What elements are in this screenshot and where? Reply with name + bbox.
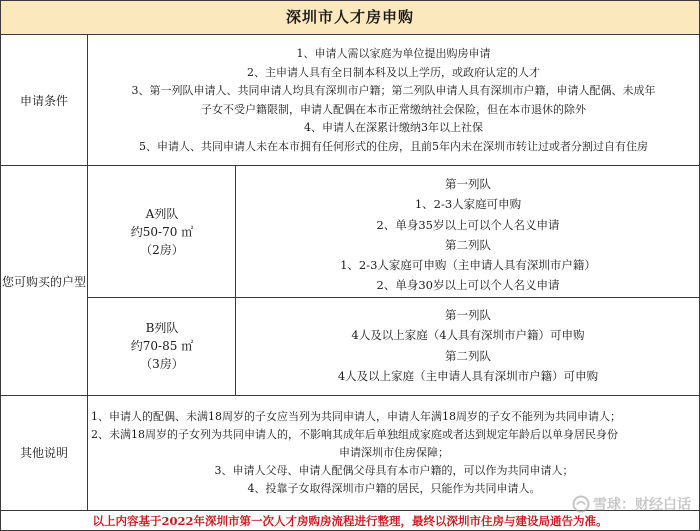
note-line: 2、未满18周岁的子女列为共同申请人的，不影响其成年后单独组成家庭或者达到规定年龄后以单身居民身份 (91, 428, 618, 441)
condition-line: 2、主申请人具有全日制本科及以上学历，或政府认定的人才 (247, 65, 540, 79)
condition-line: 3、第一列队申请人、共同申请人均具有深圳市户籍；第二列队申请人具有深圳市户籍，申请人配偶、未成年 (131, 84, 656, 98)
detail-line: 4人及以上家庭（4人具有深圳市户籍）可申购 (351, 328, 585, 343)
house-types-label: 您可购买的户型 (1, 275, 86, 289)
snowball-logo-icon (572, 495, 590, 513)
type-rooms: （2房） (140, 243, 184, 257)
row-divider (88, 297, 699, 298)
conditions-label: 申请条件 (19, 94, 68, 108)
condition-line: 1、申请人需以家庭为单位提出购房申请 (296, 47, 491, 60)
note-line: 申请深圳市住房保障； (339, 446, 449, 459)
detail-line: 2、单身35岁以上可以个人名义申请 (376, 217, 560, 232)
note-line: 1、申请人的配偶、未满18周岁的子女应当列为共同申请人，申请人年满18周岁的子女不能列为共同申请人； (91, 410, 621, 423)
type-a-info (89, 205, 235, 259)
detail-line: 第二列队 (445, 237, 491, 252)
type-area: 约50-70 ㎡ (130, 225, 194, 239)
detail-line: 第二列队 (445, 348, 491, 363)
note-line: 3、申请人父母、申请人配偶父母具有本市户籍的，可以作为共同申请人； (214, 464, 574, 477)
column-divider (235, 166, 236, 395)
note-line: 4、投靠子女取得深圳市户籍的居民，只能作为共同申请人。 (247, 482, 541, 495)
type-b-details (237, 305, 699, 386)
row-divider (1, 395, 699, 396)
conditions-list (88, 45, 699, 157)
detail-line: 1、2-3人家庭可申购（主申请人具有深圳市户籍） (340, 258, 596, 273)
type-a-details (237, 174, 699, 296)
footnote: 以上内容基于2022年深圳市第一次人才房购房流程进行整理，最终以深圳市住房与建设局通告为准。 (92, 514, 608, 528)
watermark (572, 494, 691, 514)
condition-line: 子女不受户籍限制，申请人配偶在本市正常缴纳社会保险，但在本市退休的除外 (201, 102, 586, 116)
row-divider (1, 165, 699, 166)
condition-line: 5、申请人、共同申请人未在本市拥有任何形式的住房，且前5年内未在深圳市转让过或者分割过自有住房 (139, 139, 648, 153)
type-name: A列队 (145, 207, 179, 221)
type-rooms: （3房） (140, 357, 184, 371)
detail-line: 第一列队 (445, 177, 491, 191)
type-name: B列队 (145, 321, 179, 335)
detail-line: 4人及以上家庭（主申请人具有深圳市户籍）可申购 (337, 368, 599, 383)
watermark-text: 雪球：财经白话 (593, 497, 691, 513)
other-notes-list (91, 408, 697, 498)
page-title: 深圳市人才房申购 (1, 1, 699, 35)
detail-line: 2、单身30岁以上可以个人名义申请 (376, 278, 560, 293)
type-area: 约70-85 ㎡ (130, 339, 194, 353)
type-b-info (89, 319, 235, 373)
condition-line: 4、申请人在深累计缴纳3年以上社保 (304, 121, 483, 135)
other-notes-label: 其他说明 (19, 446, 68, 460)
detail-line: 1、2-3人家庭可申购 (414, 197, 522, 212)
detail-line: 第一列队 (445, 308, 491, 322)
